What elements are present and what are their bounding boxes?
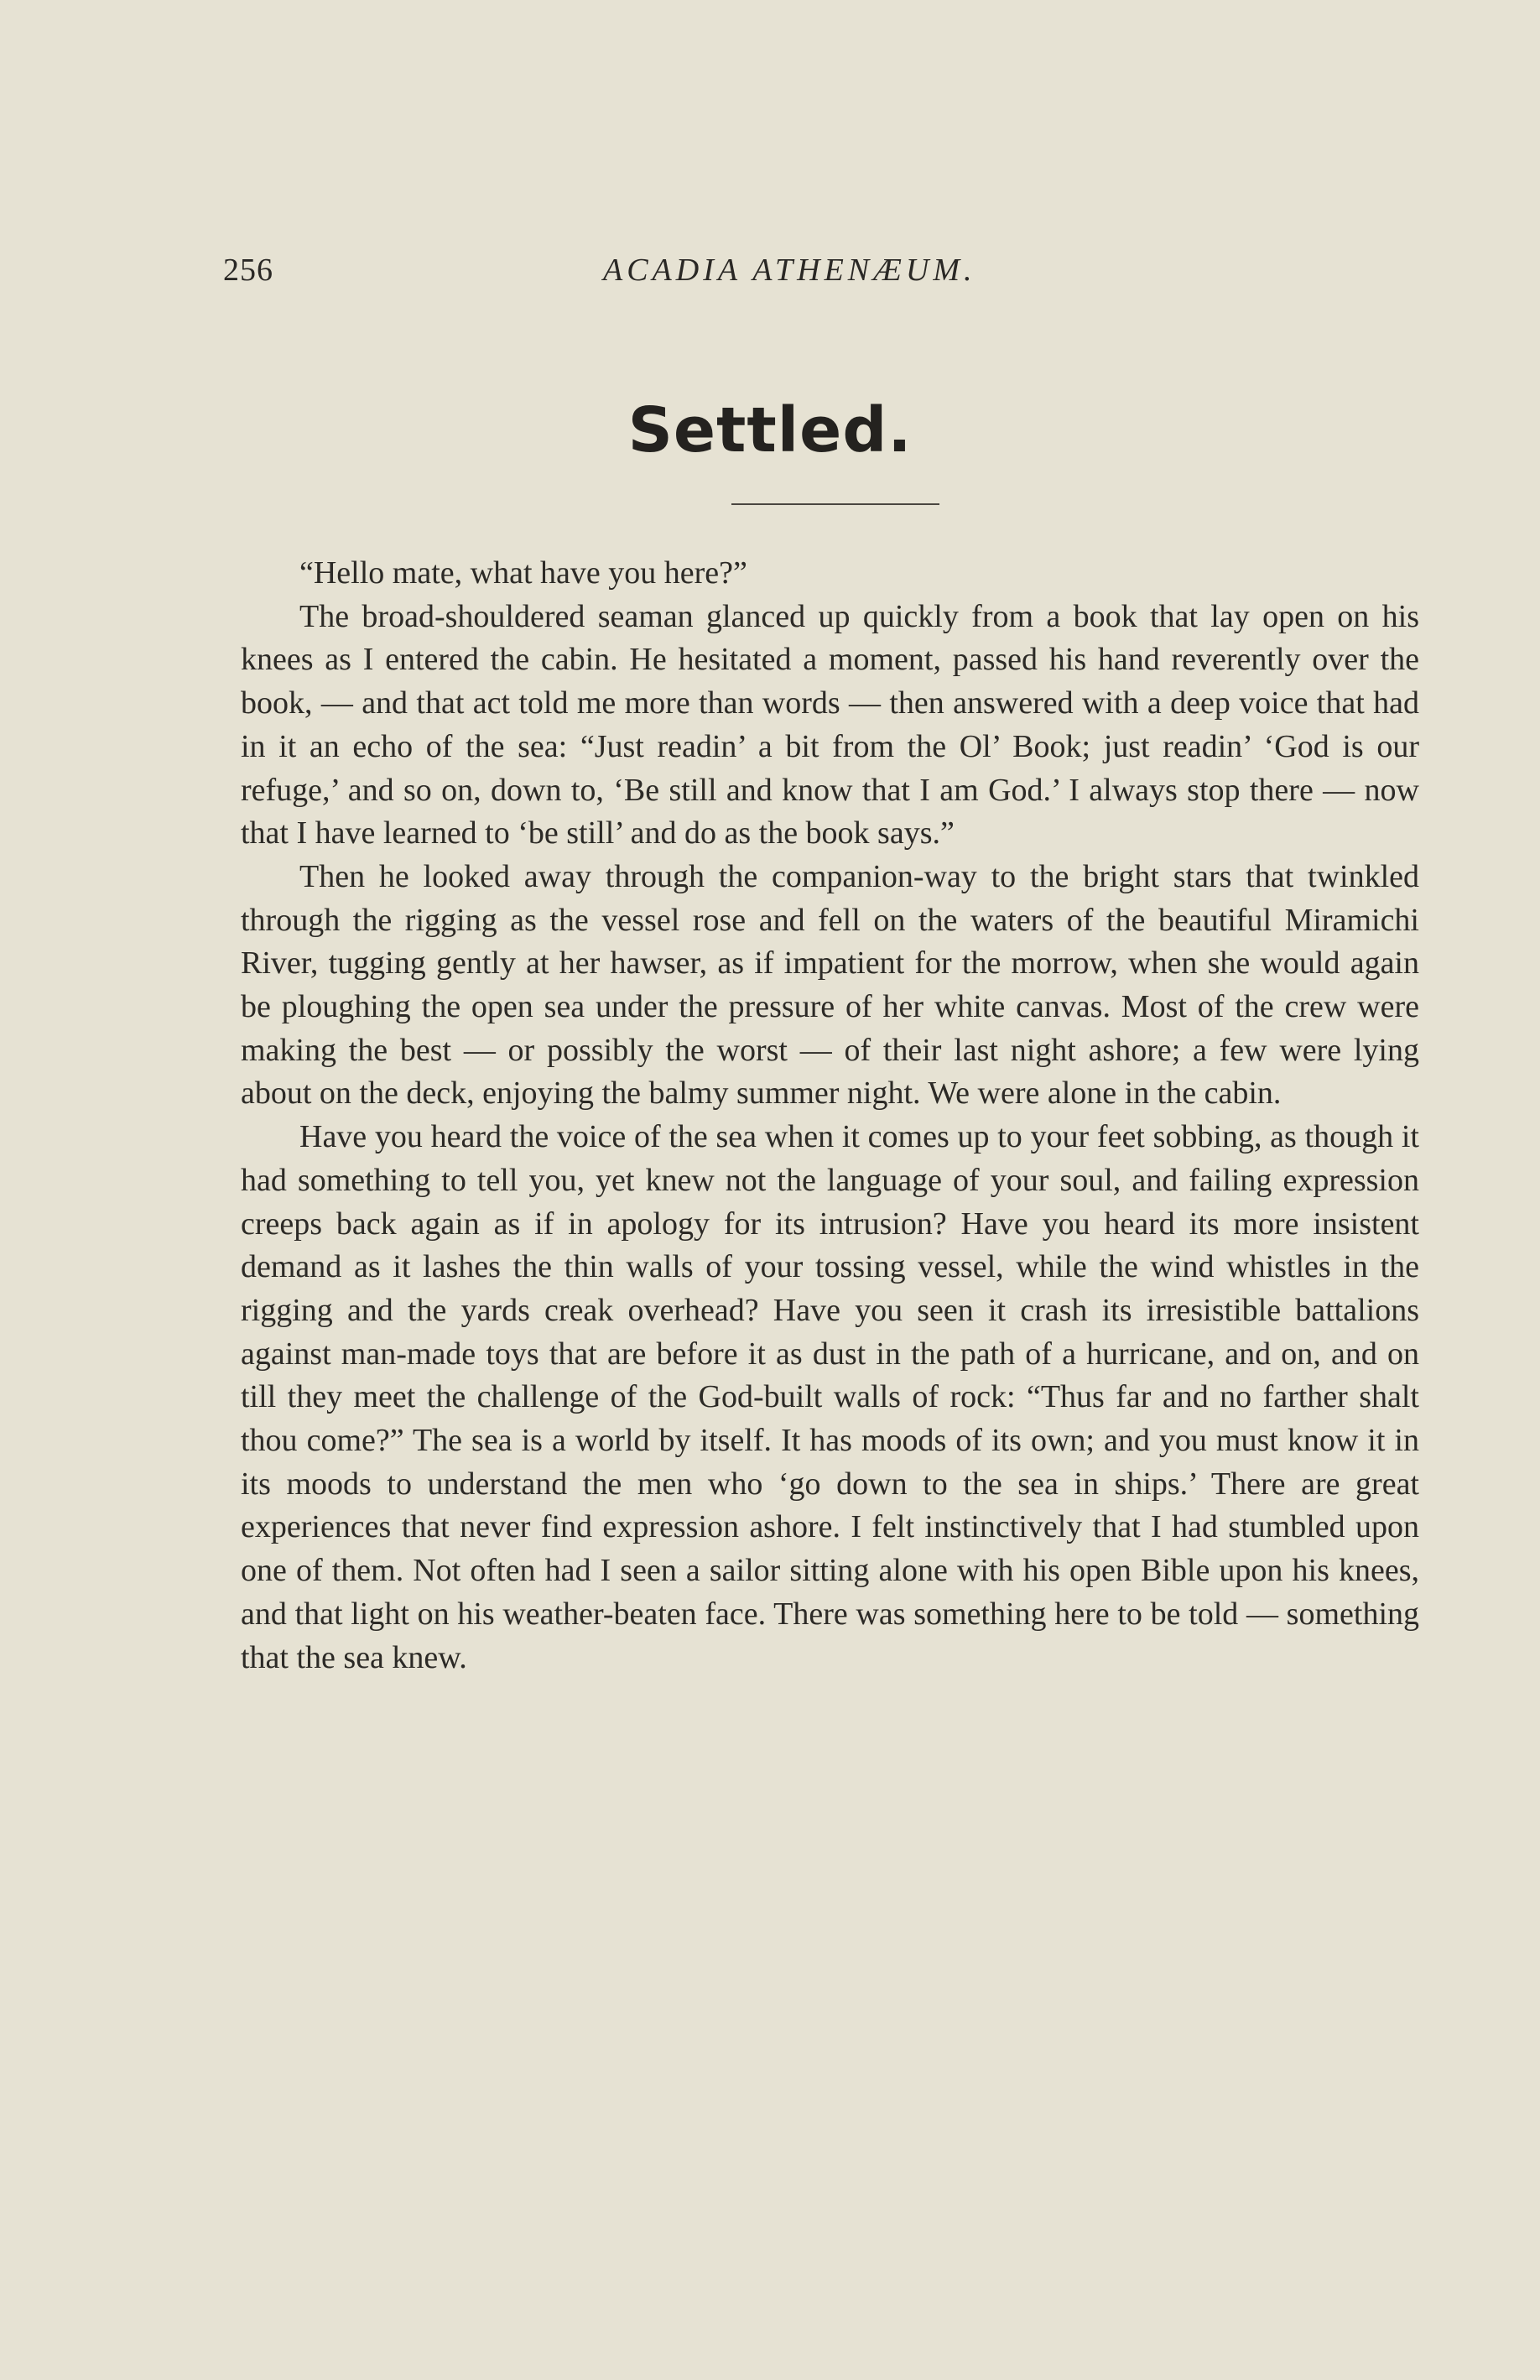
article-body — [241, 552, 1419, 1680]
page-header — [223, 252, 1394, 302]
paragraph: Then he looked away through the companion-way to the bright stars that twinkled through the rigging as the vessel rose and fell on the waters of the beautiful Miramichi River, tugging gently at her hawser, as if impatient for the morrow, when she would again be ploughing the open sea under the pressure of her white canvas. Most of the crew were making the best — or possibly the worst — of their last night ashore; a few were lying about on the deck, enjoying the balmy summer night. We were alone in the cabin. — [241, 858, 1419, 1112]
article-title: Settled. — [627, 394, 913, 466]
running-head: ACADIA ATHENÆUM. — [603, 253, 976, 288]
title-divider — [731, 503, 939, 505]
page-number: 256 — [223, 253, 273, 288]
paragraph: The broad-shouldered seaman glanced up quickly from a book that lay open on his knees as I entered the cabin. He hesitated a moment, passed his hand reverently over the book, — and that act told me more than words — then answered with a deep voice that had in it an echo of the sea: “Just readin’ a bit from the Ol’ Book; just readin’ ‘God is our refuge,’ and so on, down to, ‘Be still and know that I am God.’ I always stop there — now that I have learned to ‘be still’ and do as the book says.” — [241, 598, 1419, 851]
paragraph: Have you heard the voice of the sea when it comes up to your feet sobbing, as though it had something to tell you, yet knew not the language of your soul, and failing expression creeps back again as if in apology for its intrusion? Have you heard its more insistent demand as it lashes the thin walls of your tossing vessel, while the wind whistles in the rigging and the yards creak overhead? Have you seen it crash its irresistible battalions against man-made toys that are before it as dust in the path of a hurricane, and on, and on till they meet the challenge of the God-built walls of rock: “Thus far and no farther shalt thou come?” The sea is a world by itself. It has moods of its own; and you must know it in its moods to understand the men who ‘go down to the sea in ships.’ There are great experiences that never find expression ashore. I felt instinctively that I had stumbled upon one of them. Not often had I seen a sailor sitting alone with his open Bible upon his knees, and that light on his weather-beaten face. There was something here to be told — something that the sea knew. — [241, 1119, 1419, 1675]
paragraph: “Hello mate, what have you here?” — [299, 555, 747, 591]
